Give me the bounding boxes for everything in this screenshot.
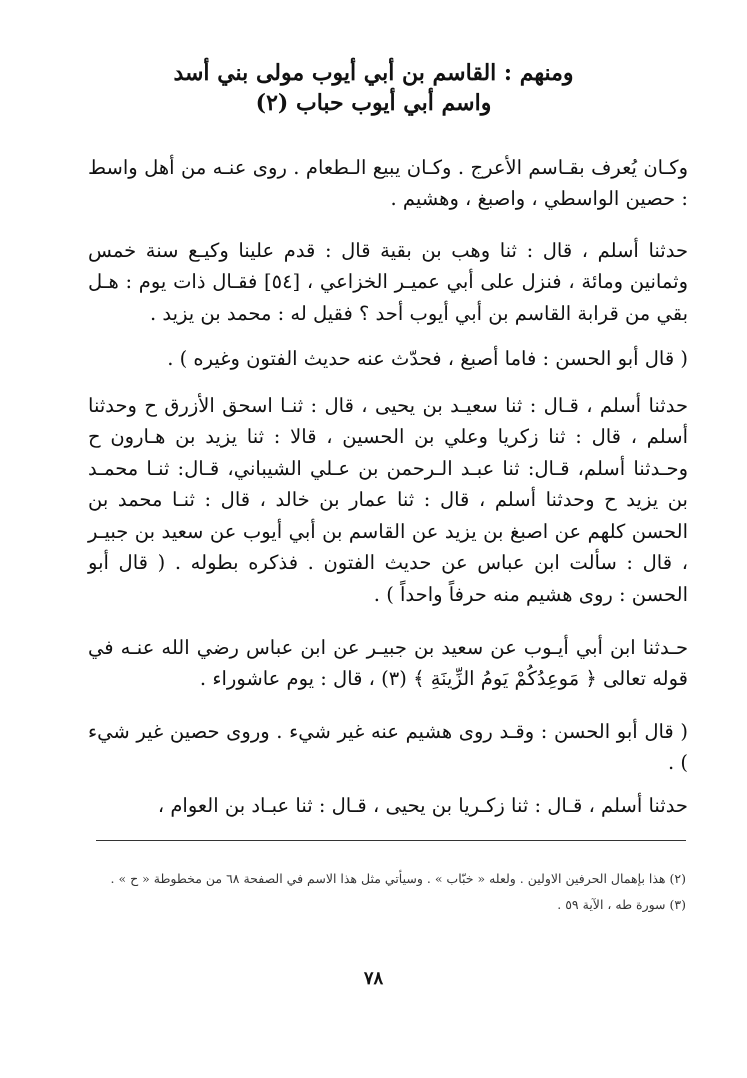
paragraph: حدثنا أسلم ، قال : ثنا وهب بن بقية قال : قدم علينا وكيـع سنة خمس وثمانين ومائة ، فنزل على أبي عميـر الخزاعي ، [٥٤] فقـال ذات يوم : هـل بقي من قرابة القاسم بن أبي أيوب أحد ؟ فقيل له : محمد بن يزيد .	[88, 238, 688, 325]
paragraph: ( قال أبو الحسن : فاما أصبغ ، فحدّث عنه حديث الفتون وغيره ) .	[167, 346, 688, 370]
paragraph: حدثنا أسلم ، قـال : ثنا زكـريا بن يحيى ، قـال : ثنا عبـاد بن العوام ،	[157, 793, 688, 817]
section-subheading: واسم أبي أيوب حباب (٢)	[255, 90, 492, 116]
paragraph: حدثنا أسلم ، قـال : ثنا سعيـد بن يحيى ، قال : ثنـا اسحق الأزرق ح وحدثنا أسلم ، قال : ثنا زكريا وعلي بن الحسين ، قالا : ثنا يزيد بن هـارون ح وحـدثنا أسلم، قـال: ثنا عبـد الـرحمن بن عـلي الشيباني، قـال: ثنـا محمـد بن يزيد ح وحدثنا أسلم ، قال : ثنا عمار بن خالد ، قال : ثنـا محمد بن الحسن كلهم عن اصبغ بن يزيد عن القاسم بن أبي أيوب عن سعيد بن جبيـر ، قال : سألت ابن عباس عن حديث الفتون . فذكره بطوله . ( قال أبو الحسن : روى هشيم منه حرفاً واحداً ) .	[88, 393, 688, 606]
paragraph: حـدثنا ابن أبي أيـوب عن سعيد بن جبيـر عن ابن عباس رضي الله عنـه في قوله تعالى ﴿ مَوعِدُكُمْ يَومُ الزِّينَةِ ﴾ (٣) ، قال : يوم عاشوراء .	[88, 635, 688, 690]
page-number: ٧٨	[363, 968, 384, 989]
footnote-divider	[96, 840, 686, 841]
section-heading: ومنهم : القاسم بن أبي أيوب مولى بني أسد	[173, 60, 574, 86]
footnote: (٣) سورة طه ، الآية ٥٩ .	[557, 897, 686, 912]
paragraph: ( قال أبو الحسن : وقـد روى هشيم عنه غير شيء . وروى حصين غير شيء ) .	[88, 719, 688, 774]
footnote: (٢) هذا بإهمال الحرفين الاولين . ولعله « خبّاب » . وسيأتي مثل هذا الاسم في الصفحة ٦٨ من مخطوطة « ح » .	[110, 871, 686, 886]
footnotes	[96, 866, 686, 918]
paragraph: وكـان يُعرف بقـاسم الأعرج . وكـان يبيع الـطعام . روى عنـه من أهل واسط : حصين الواسطي ، واصبغ ، وهشيم .	[88, 155, 688, 210]
